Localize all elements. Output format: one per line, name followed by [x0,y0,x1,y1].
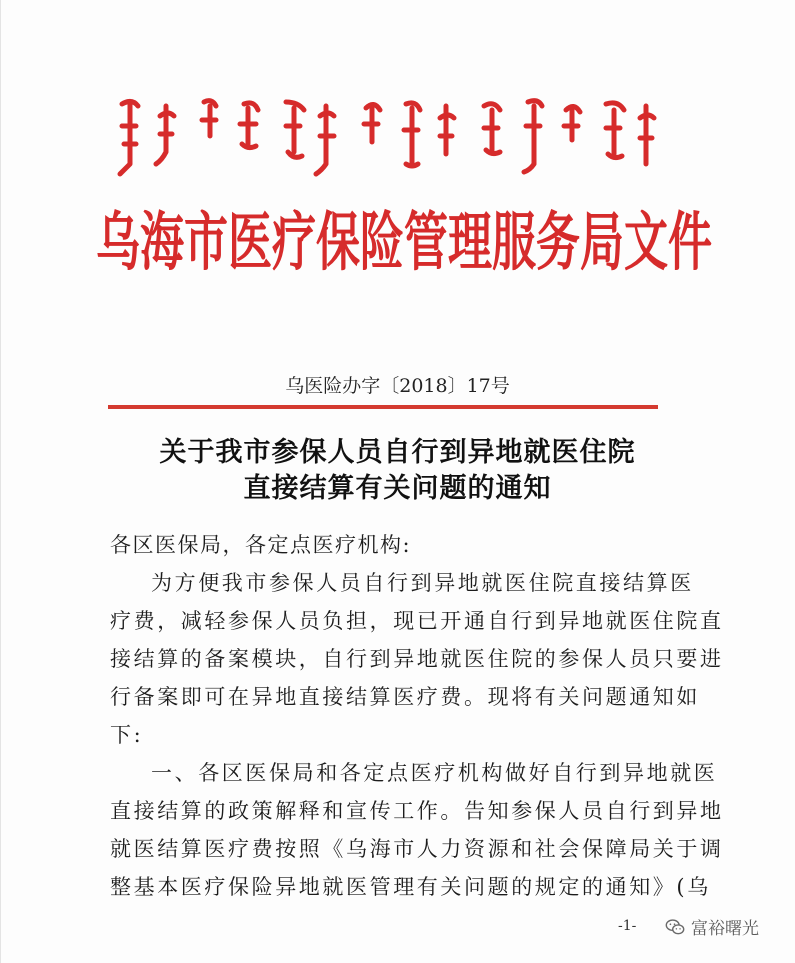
body-line: 下: [110,723,144,747]
notice-heading-line-2: 直接结算有关问题的通知 [243,473,552,504]
mongolian-script-title [108,96,660,178]
body-line: 就医结算医疗费按照《乌海市人力资源和社会保障局关于调 [110,837,724,861]
agency-title: 乌海市医疗保险管理服务局文件 [96,205,712,280]
mongolian-script-graphic [108,96,660,178]
wechat-icon [664,916,686,938]
body-line: 疗费，减轻参保人员负担，现已开通自行到异地就医住院直 [110,609,724,633]
wechat-watermark [664,914,759,939]
body-line: 整基本医疗保险异地就医管理有关问题的规定的通知》(乌 [110,875,711,899]
body-line: 行备案即可在异地直接结算医疗费。现将有关问题通知如 [110,685,700,709]
body-line: 为方便我市参保人员自行到异地就医住院直接结算医 [151,571,694,595]
watermark-text: 富裕曙光 [691,919,759,939]
page-number: -1- [618,918,637,934]
addressee: 各区医保局，各定点医疗机构: [110,533,412,557]
document-number: 乌医险办字〔2018〕17号 [285,375,510,397]
body-line: 接结算的备案模块，自行到异地就医住院的参保人员只要进 [110,647,724,671]
red-divider-line [108,405,658,409]
notice-heading-line-1: 关于我市参保人员自行到异地就医住院 [159,437,636,468]
body-line: 一、各区医保局和各定点医疗机构做好自行到异地就医 [151,761,718,785]
body-line: 直接结算的政策解释和宣传工作。告知参保人员自行到异地 [110,799,724,823]
